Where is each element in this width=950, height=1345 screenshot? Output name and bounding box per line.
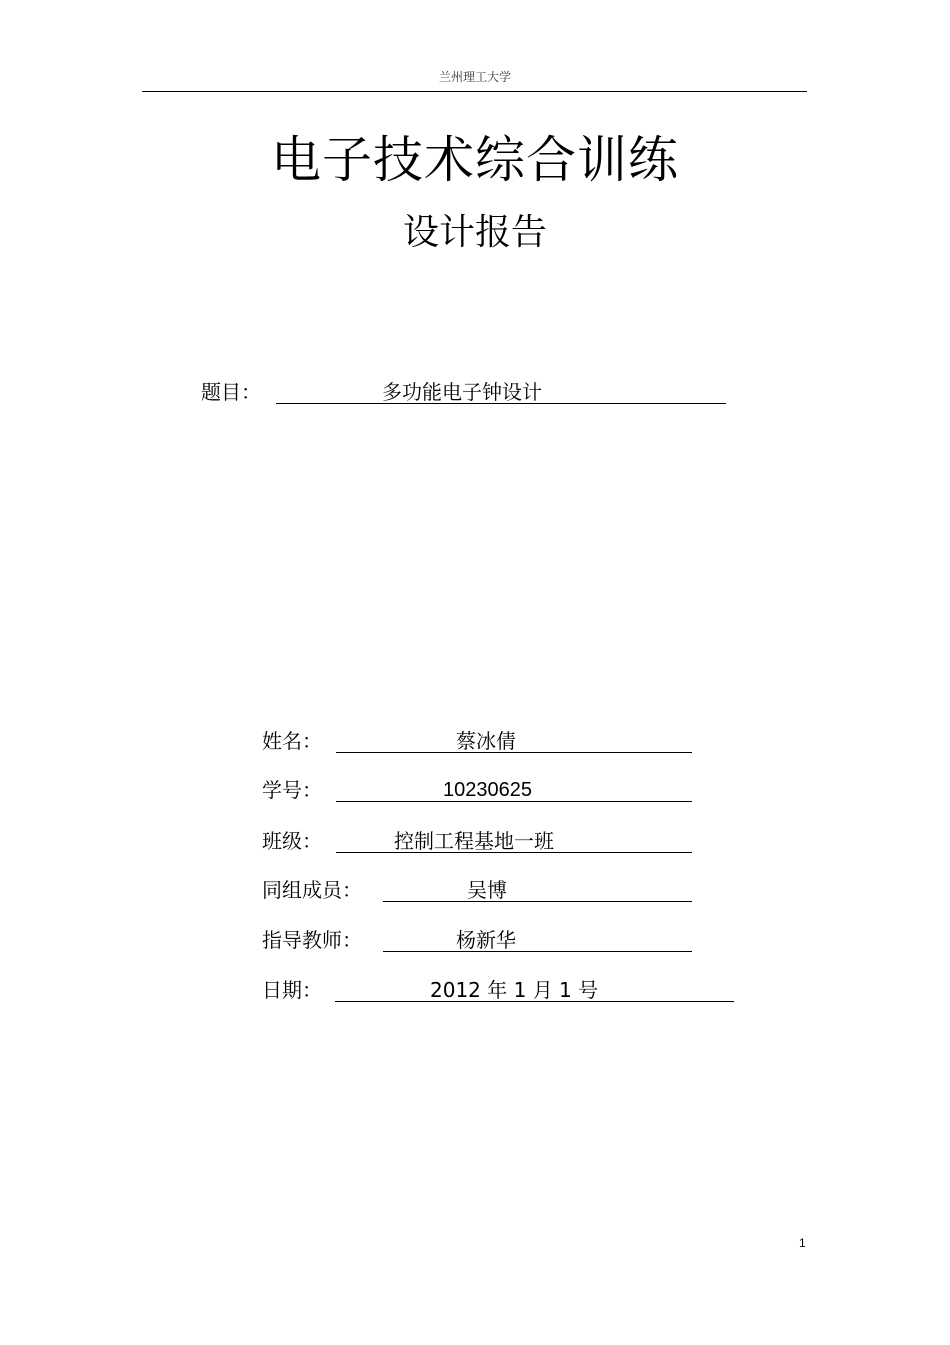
group-value: 吴博 — [467, 878, 507, 902]
name-value: 蔡冰倩 — [456, 729, 516, 753]
topic-label: 题目： — [201, 380, 261, 404]
group-label: 同组成员： — [262, 878, 362, 902]
date-value: 2012 年 1 月 1 号 — [430, 978, 599, 1002]
header-divider — [142, 91, 807, 92]
student-id-value: 10230625 — [443, 779, 532, 801]
advisor-field — [383, 926, 692, 952]
page-number: 1 — [799, 1236, 806, 1250]
student-id-label: 学号： — [262, 778, 322, 802]
header-university: 兰州理工大学 — [438, 70, 511, 84]
topic-field — [276, 378, 726, 404]
class-value: 控制工程基地一班 — [394, 829, 554, 853]
sub-title: 设计报告 — [402, 212, 547, 253]
group-field — [383, 876, 692, 902]
main-title: 电子技术综合训练 — [271, 131, 679, 189]
advisor-label: 指导教师： — [262, 928, 362, 952]
advisor-value: 杨新华 — [456, 928, 516, 952]
topic-value: 多功能电子钟设计 — [382, 380, 542, 404]
class-label: 班级： — [262, 829, 322, 853]
date-label: 日期： — [262, 978, 322, 1002]
name-label: 姓名： — [262, 729, 322, 753]
